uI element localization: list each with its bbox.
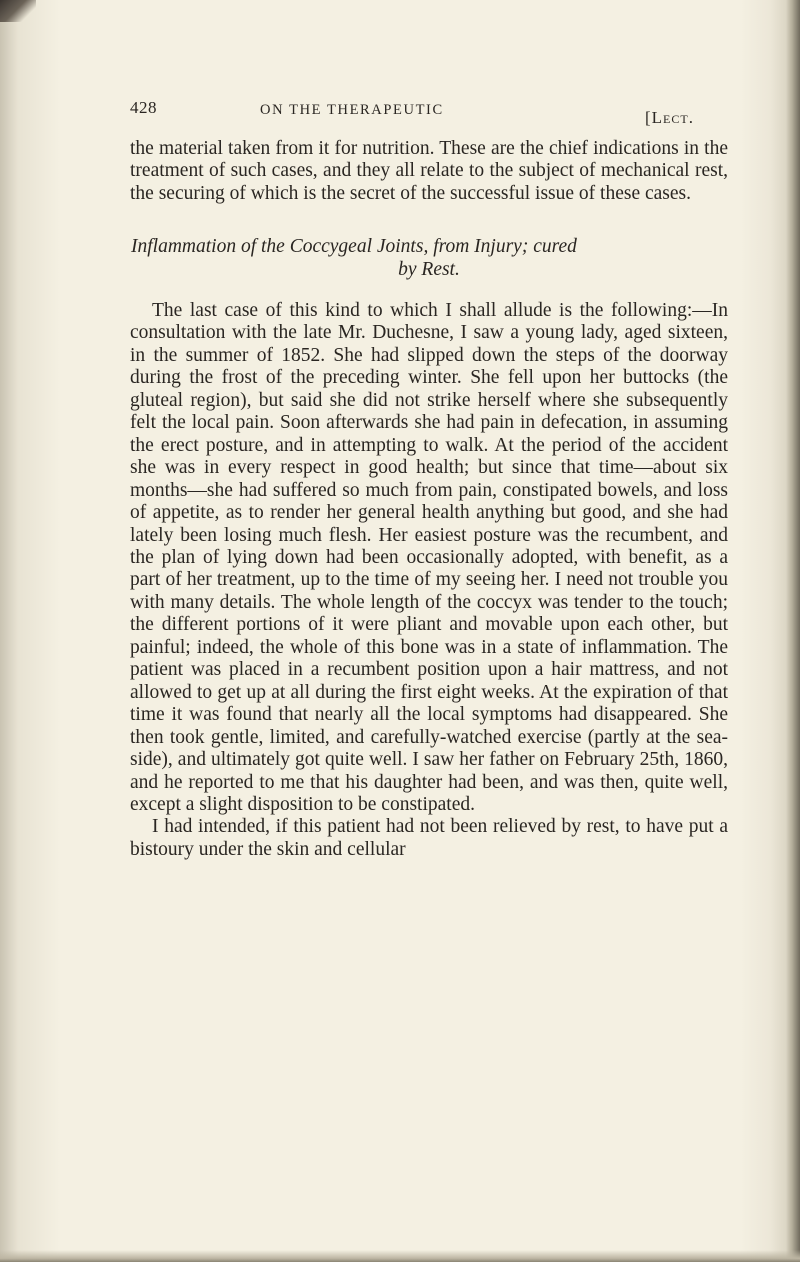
page-corner-shadow [0, 0, 36, 22]
running-head [130, 98, 730, 127]
section-heading-line-2: by Rest. [398, 258, 460, 280]
case-paragraph: The last case of this kind to which I shall allude is the following:—In consultation with the late Mr. Duchesne, I saw a young lady, aged sixteen, in the summer of 1852. She had slipped down the steps of the doorway during the frost of the preceding winter. She fell upon her buttocks (the gluteal region), but said she did not strike herself where she subsequently felt the local pain. Soon afterwards she had pain in defecation, in assuming the erect posture, and in attempting to walk. At the period of the accident she was in every respect in good health; but since that time—about six months—she had suffered so much from pain, constipated bowels, and loss of appetite, as to render her general health anything but good, and she had lately been losing much flesh. Her easiest posture was the recumbent, and the plan of lying down had been occasionally adopted, with benefit, as a part of her treatment, up to the time of my seeing her. I need not trouble you with many details. The whole length of the coccyx was tender to the touch; the different portions of it were pliant and movable upon each other, but painful; indeed, the whole of this bone was in a state of inflammation. The patient was placed in a recumbent position upon a hair mattress, and not allowed to get up at all during the first eight weeks. At the expiration of that time it was found that nearly all the local symptoms had disappeared. She then took gentle, limited, and carefully-watched exercise (partly at the sea-side), and ultimately got quite well. I saw her father on February 25th, 1860, and he reported to me that his daughter had been, and was then, quite well, except a slight disposition to be constipated. [130, 300, 728, 815]
page-right-edge [786, 0, 800, 1262]
page-bottom-edge [0, 1250, 800, 1262]
section-heading [130, 236, 728, 281]
continuation-paragraph: the material taken from it for nutrition. These are the chief indications in the treatment of such cases, and they all relate to the subject of mechanical rest, the securing of which is the secret of the successful issue of these cases. [130, 138, 728, 204]
case-report-body [130, 300, 728, 861]
page-number: 428 [130, 98, 157, 117]
lecture-marker: [Lect. [645, 108, 694, 127]
case-paragraph: I had intended, if this patient had not been relieved by rest, to have put a bistoury under the skin and cellular [130, 816, 728, 860]
section-heading-line-1: Inflammation of the Coccygeal Joints, from Injury; cured [131, 236, 577, 257]
running-title: ON THE THERAPEUTIC [260, 102, 444, 118]
